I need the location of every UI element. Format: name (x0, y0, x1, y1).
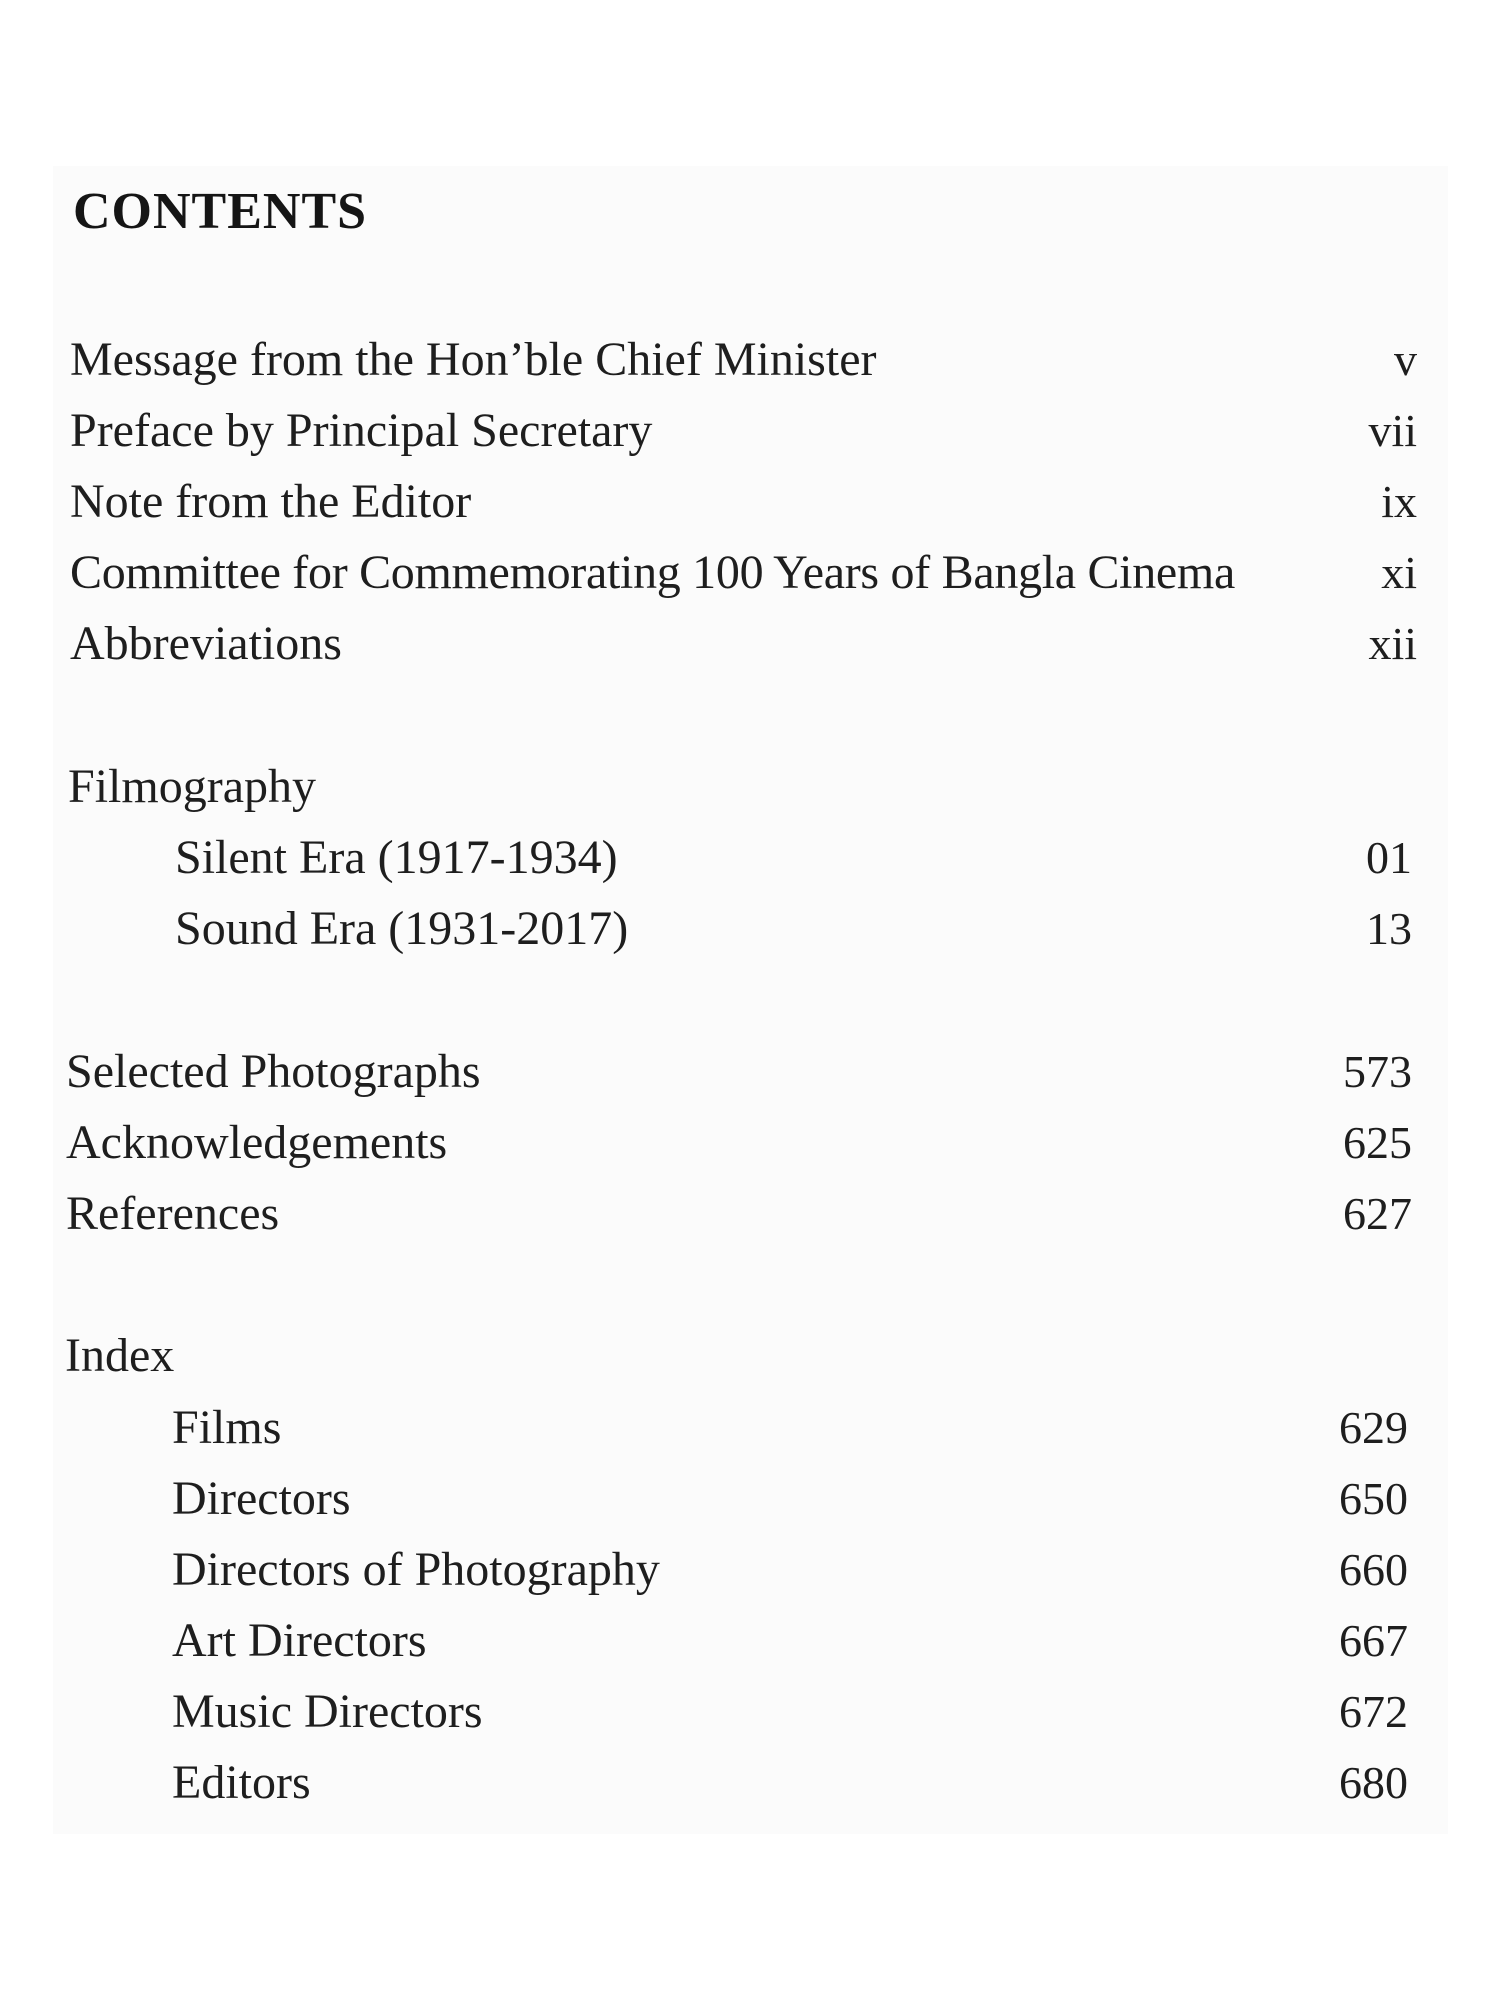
toc-entry-page: 01 (1366, 832, 1412, 883)
toc-entry-label: Sound Era (1931-2017) (175, 902, 629, 955)
toc-entry-page: xi (1381, 547, 1417, 598)
toc-entry-label: Music Directors (172, 1685, 483, 1738)
toc-entry-label: Editors (172, 1756, 311, 1809)
toc-entry (0, 330, 1500, 390)
toc-entry-page: ix (1381, 476, 1417, 527)
toc-entry (0, 1540, 1500, 1600)
toc-entry (0, 401, 1500, 461)
toc-section-heading (0, 757, 1500, 817)
toc-entry-label: Films (172, 1401, 282, 1454)
toc-entry-label: Art Directors (172, 1614, 427, 1667)
toc-entry (0, 1113, 1500, 1173)
toc-entry-label: Abbreviations (70, 617, 342, 670)
toc-entry-page: vii (1368, 405, 1417, 456)
toc-entry-page: 627 (1343, 1188, 1412, 1239)
filmography-heading: Filmography (68, 760, 316, 813)
toc-entry-page: xii (1368, 618, 1417, 669)
toc-entry (0, 543, 1500, 603)
index-heading: Index (65, 1329, 175, 1382)
toc-entry-label: Silent Era (1917-1934) (175, 831, 618, 884)
page-title: CONTENTS (73, 183, 368, 240)
toc-entry-page: 667 (1339, 1615, 1408, 1666)
toc-entry (0, 1682, 1500, 1742)
toc-entry (0, 1042, 1500, 1102)
toc-entry-label: Committee for Commemorating 100 Years of Bangla Cinema (70, 546, 1235, 599)
toc-entry-page: 625 (1343, 1117, 1412, 1168)
toc-entry-page: 672 (1339, 1686, 1408, 1737)
toc-entry (0, 1753, 1500, 1813)
toc-entry-label: Preface by Principal Secretary (70, 404, 653, 457)
toc-entry (0, 1469, 1500, 1529)
toc-entry-label: Selected Photographs (66, 1045, 481, 1098)
toc-section-heading (0, 1326, 1500, 1386)
toc-entry-label: Message from the Hon’ble Chief Minister (70, 333, 877, 386)
toc-entry (0, 1184, 1500, 1244)
toc-entry (0, 1611, 1500, 1671)
toc-entry-label: Acknowledgements (66, 1116, 448, 1169)
toc-entry-label: Note from the Editor (70, 475, 472, 528)
toc-entry-page: 629 (1339, 1402, 1408, 1453)
toc-entry (0, 614, 1500, 674)
toc-entry-label: Directors of Photography (172, 1543, 660, 1596)
toc-entry-label: Directors (172, 1472, 351, 1525)
toc-entry-page: 573 (1343, 1046, 1412, 1097)
toc-entry (0, 1398, 1500, 1458)
toc-entry-page: 660 (1339, 1544, 1408, 1595)
toc-entry-page: 13 (1366, 903, 1412, 954)
toc-entry-page: 680 (1339, 1757, 1408, 1808)
toc-entry-page: v (1394, 334, 1417, 385)
toc-entry (0, 472, 1500, 532)
toc-entry (0, 899, 1500, 959)
toc-entry (0, 828, 1500, 888)
toc-entry-page: 650 (1339, 1473, 1408, 1524)
toc-entry-label: References (66, 1187, 280, 1240)
